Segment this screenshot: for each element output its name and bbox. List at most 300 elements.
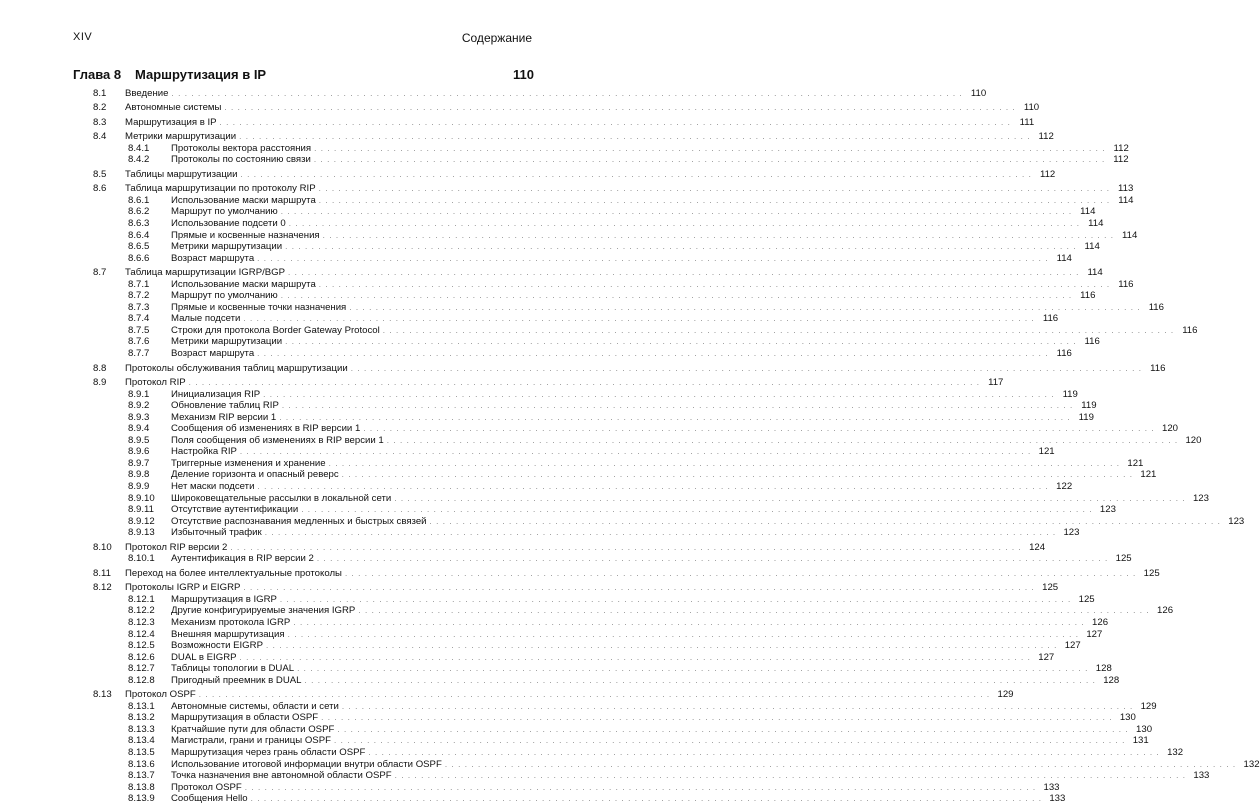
toc-entry-title: Механизм RIP версии 1 <box>171 412 279 424</box>
dot-leader: ........................................................................................................................ <box>239 652 1035 662</box>
dot-leader: ........................................................................................................................ <box>368 748 1164 758</box>
toc-entry-number: 8.9.3 <box>128 411 150 423</box>
toc-entry-number: 8.9.2 <box>128 400 150 412</box>
toc-entry-title: Протоколы IGRP и EIGRP <box>125 582 243 594</box>
dot-leader: ........................................................................................................................ <box>304 675 1100 685</box>
dot-leader: ........................................................................................................................ <box>280 207 1076 217</box>
toc-entry-title: Метрики маршрутизации <box>125 131 239 143</box>
toc-entry <box>0 481 1073 493</box>
toc-entry-number: 8.7.5 <box>128 324 150 336</box>
dot-leader: ........................................................................................................................ <box>279 412 1074 422</box>
dot-leader: ........................................................................................................................ <box>279 594 1075 604</box>
toc-entry-title: Таблица маршрутизации IGRP/BGP <box>125 267 288 279</box>
dot-leader: ........................................................................................................................ <box>382 325 1178 335</box>
toc-entry-page: 117 <box>983 377 1003 389</box>
toc-entry-number: 8.13.3 <box>128 723 155 735</box>
toc-entry-title: Прямые и косвенные назначения <box>171 230 323 242</box>
toc-entry-number: 8.3 <box>93 116 107 128</box>
toc-entry-title: Использование итоговой информации внутри области OSPF <box>171 759 445 771</box>
toc-entry-title-line <box>171 605 1174 617</box>
toc-entry-page: 116 <box>1075 290 1095 302</box>
toc-entry-page: 119 <box>1077 400 1097 412</box>
toc-entry-page: 125 <box>1038 582 1058 594</box>
toc-entry <box>0 735 1149 747</box>
toc-entry-page: 114 <box>1083 218 1103 230</box>
toc-entry-number: 8.7.6 <box>128 336 150 348</box>
toc-entry-title: Магистрали, грани и границы OSPF <box>171 735 334 747</box>
chapter-label: Глава 8 <box>73 67 122 82</box>
toc-entry-page: 112 <box>1035 169 1055 181</box>
toc-entry-number: 8.12.4 <box>128 628 155 640</box>
toc-entry-page: 116 <box>1080 336 1100 348</box>
toc-entry-number: 8.6 <box>93 183 107 195</box>
toc-entry-title-line <box>171 347 1072 360</box>
toc-entry-title: Аутентификация в RIP версии 2 <box>171 553 317 565</box>
dot-leader: ........................................................................................................................ <box>318 184 1114 194</box>
toc-entry-title-line <box>125 168 1056 181</box>
toc-entry-title-line <box>171 723 1153 736</box>
toc-entry-page: 119 <box>1058 389 1078 401</box>
toc-entry-number: 8.13.7 <box>128 770 155 782</box>
toc-entry-number: 8.13.9 <box>128 793 155 805</box>
toc-entry-title-line <box>171 481 1073 493</box>
toc-entry-number: 8.11 <box>93 567 111 579</box>
toc-entry-number: 8.9 <box>93 377 107 389</box>
toc-entry-page: 116 <box>1177 325 1197 337</box>
dot-leader: ........................................................................................................................ <box>239 132 1034 142</box>
toc-entry-title-line <box>171 758 1260 771</box>
toc-entry-title: Строки для протокола Border Gateway Protocol <box>171 325 383 337</box>
dot-leader: ........................................................................................................................ <box>239 447 1035 457</box>
chapter-title: Маршрутизация в IP <box>135 67 267 82</box>
toc-entry-page: 116 <box>1145 363 1165 375</box>
toc-entry-title-line <box>125 541 1046 554</box>
toc-entry-number: 8.13.4 <box>128 735 155 747</box>
dot-leader: ........................................................................................................................ <box>333 736 1129 746</box>
toc-entry-page: 127 <box>1061 640 1081 652</box>
toc-entry-page: 120 <box>1158 423 1178 435</box>
toc-entry-page: 114 <box>1117 230 1137 242</box>
toc-entry-title: Введение <box>125 88 171 100</box>
dot-leader: ........................................................................................................................ <box>243 583 1039 593</box>
dot-leader: ........................................................................................................................ <box>314 143 1109 153</box>
toc-entry-number: 8.13.2 <box>128 712 155 724</box>
toc-entry-page: 126 <box>1088 617 1108 629</box>
toc-entry <box>0 758 1260 771</box>
toc-entry-title: Маршрутизация через грань области OSPF <box>171 747 368 759</box>
toc-entry-title: Протокол RIP версии 2 <box>125 542 230 554</box>
toc-entry-title-line <box>171 457 1144 470</box>
dot-leader: ........................................................................................................................ <box>318 195 1114 205</box>
toc-entry-title-line <box>171 278 1134 291</box>
toc-entry-title: Прямые и косвенные точки назначения <box>171 302 349 314</box>
toc-entry-title: Протокол OSPF <box>171 782 245 794</box>
toc-entry-number: 8.7 <box>93 267 107 279</box>
toc-entry-title: Метрики маршрутизации <box>171 241 285 253</box>
toc-entry <box>0 252 1072 265</box>
toc-entry-number: 8.12.3 <box>128 617 155 629</box>
toc-list <box>0 87 1260 805</box>
toc-entry-title: Метрики маршрутизации <box>171 336 285 348</box>
toc-entry-number: 8.12 <box>93 582 112 594</box>
toc-entry-title-line <box>171 411 1094 424</box>
toc-entry <box>0 663 1112 675</box>
toc-entry-number: 8.8 <box>93 362 107 374</box>
dot-leader: ........................................................................................................................ <box>444 759 1240 769</box>
toc-entry <box>0 700 1157 713</box>
toc-entry-page: 130 <box>1132 724 1152 736</box>
toc-entry-title-line <box>125 183 1134 195</box>
toc-entry-number: 8.9.4 <box>128 423 150 435</box>
toc-entry-title: Автономные системы, области и сети <box>171 701 342 713</box>
toc-entry-title-line <box>171 492 1209 505</box>
dot-leader: ........................................................................................................................ <box>188 378 984 388</box>
toc-entry-number: 8.7.7 <box>128 347 150 359</box>
toc-entry <box>0 102 1040 114</box>
toc-entry-title-line <box>171 593 1095 606</box>
toc-entry-title: Маршрут по умолчанию <box>171 290 281 302</box>
toc-entry-number: 8.13.1 <box>128 700 155 712</box>
toc-entry <box>0 617 1109 629</box>
toc-entry-title-line <box>171 446 1055 458</box>
dot-leader: ........................................................................................................................ <box>297 664 1092 674</box>
toc-entry <box>0 377 1004 389</box>
toc-entry <box>0 336 1100 348</box>
dot-leader: ........................................................................................................................ <box>318 279 1114 289</box>
dot-leader: ........................................................................................................................ <box>313 155 1109 165</box>
toc-entry-title-line <box>171 194 1134 207</box>
toc-entry-number: 8.12.1 <box>128 593 155 605</box>
toc-entry-number: 8.9.5 <box>128 434 150 446</box>
toc-entry-title-line <box>171 400 1097 412</box>
toc-entry-page: 116 <box>1144 302 1164 314</box>
toc-entry-number: 8.9.8 <box>128 469 150 481</box>
toc-entry-title-line <box>125 362 1166 375</box>
toc-entry-title-line <box>171 663 1112 675</box>
toc-entry-page: 123 <box>1096 504 1116 516</box>
toc-entry-title: Таблицы топологии в DUAL <box>171 663 297 675</box>
dot-leader: ........................................................................................................................ <box>394 771 1190 781</box>
toc-entry-title-line <box>171 469 1157 481</box>
toc-entry <box>0 194 1134 207</box>
toc-entry <box>0 593 1095 606</box>
toc-entry-title: Маршрут по умолчанию <box>171 206 281 218</box>
chapter-heading <box>73 67 534 85</box>
toc-entry-page: 112 <box>1109 143 1129 155</box>
toc-entry-title-line <box>171 700 1157 713</box>
toc-entry-number: 8.7.3 <box>128 301 150 313</box>
toc-entry-title-line <box>171 674 1120 687</box>
toc-entry-title-line <box>171 434 1202 447</box>
toc-entry <box>0 362 1166 375</box>
toc-entry-title-line <box>125 567 1160 580</box>
toc-entry-page: 125 <box>1112 553 1132 565</box>
toc-entry-page: 112 <box>1034 131 1054 143</box>
toc-entry-title-line <box>171 290 1096 302</box>
toc-entry-title: Возможности EIGRP <box>171 640 266 652</box>
toc-entry-page: 125 <box>1075 594 1095 606</box>
toc-entry <box>0 515 1245 528</box>
toc-entry-title: Широковещательные рассылки в локальной сети <box>171 493 394 505</box>
toc-entry <box>0 267 1103 279</box>
dot-leader: ........................................................................................................................ <box>171 88 967 98</box>
toc-entry <box>0 347 1072 360</box>
toc-entry-number: 8.12.8 <box>128 674 155 686</box>
toc-entry-title: Инициализация RIP <box>171 389 263 401</box>
toc-entry-number: 8.1 <box>93 87 107 99</box>
page-header <box>73 31 532 47</box>
toc-entry-title-line <box>171 313 1059 325</box>
toc-entry-page: 110 <box>1019 102 1039 114</box>
toc-entry-number: 8.9.13 <box>128 527 155 539</box>
toc-entry-page: 121 <box>1123 458 1143 470</box>
toc-entry <box>0 313 1059 325</box>
dot-leader: ........................................................................................................................ <box>257 348 1052 358</box>
toc-entry-title: Протокол OSPF <box>125 689 199 701</box>
toc-entry-title-line <box>171 793 1066 805</box>
toc-entry <box>0 388 1078 401</box>
toc-entry-page: 123 <box>1224 516 1244 528</box>
toc-entry <box>0 446 1055 458</box>
toc-entry-page: 116 <box>1114 279 1134 291</box>
toc-entry-title: Триггерные изменения и хранение <box>171 458 329 470</box>
toc-entry-number: 8.12.7 <box>128 663 155 675</box>
dot-leader: ........................................................................................................................ <box>429 516 1225 526</box>
toc-entry-title: Использование подсети 0 <box>171 218 289 230</box>
toc-entry <box>0 154 1129 166</box>
toc-entry-number: 8.9.12 <box>128 515 155 527</box>
toc-entry-title-line <box>125 377 1004 389</box>
toc-entry-title-line <box>171 747 1184 759</box>
toc-entry-title-line <box>171 217 1104 230</box>
toc-entry <box>0 567 1160 580</box>
toc-entry-number: 8.6.3 <box>128 217 150 229</box>
toc-entry <box>0 651 1055 664</box>
dot-leader: ........................................................................................................................ <box>265 641 1061 651</box>
toc-entry-title-line <box>125 102 1040 114</box>
toc-entry-number: 8.9.1 <box>128 388 150 400</box>
toc-entry-title: Использование маски маршрута <box>171 195 319 207</box>
toc-entry-title: Кратчайшие пути для области OSPF <box>171 724 337 736</box>
toc-entry-title-line <box>125 267 1103 279</box>
toc-entry-title-line <box>171 735 1149 747</box>
toc-entry-page: 126 <box>1153 605 1173 617</box>
toc-entry-title-line <box>171 651 1055 664</box>
toc-entry-number: 8.13.5 <box>128 747 155 759</box>
toc-entry-title: Маршрутизация в IP <box>125 117 220 129</box>
toc-entry-page: 114 <box>1075 206 1095 218</box>
toc-entry-title-line <box>171 423 1179 435</box>
toc-entry-page: 129 <box>1137 701 1157 713</box>
dot-leader: ........................................................................................................................ <box>328 458 1124 468</box>
toc-entry-page: 114 <box>1080 241 1100 253</box>
toc-entry <box>0 131 1054 143</box>
toc-entry-title: Протоколы по состоянию связи <box>171 154 314 166</box>
dot-leader: ........................................................................................................................ <box>349 302 1144 312</box>
dot-leader: ........................................................................................................................ <box>322 230 1118 240</box>
toc-entry-number: 8.6.4 <box>128 229 150 241</box>
dot-leader: ........................................................................................................................ <box>230 542 1026 552</box>
dot-leader: ........................................................................................................................ <box>341 470 1137 480</box>
toc-entry-title-line <box>171 324 1198 337</box>
toc-entry-title: Избыточный трафик <box>171 527 265 539</box>
toc-entry-number: 8.6.5 <box>128 241 150 253</box>
toc-entry-number: 8.10 <box>93 541 112 553</box>
toc-entry-title: Возраст маршрута <box>171 348 257 360</box>
toc-entry <box>0 217 1104 230</box>
dot-leader: ........................................................................................................................ <box>337 724 1133 734</box>
toc-entry-title-line <box>125 116 1035 129</box>
toc-entry-page: 110 <box>966 88 986 100</box>
toc-entry-title-line <box>171 527 1080 539</box>
toc-entry-title: Внешняя маршрутизация <box>171 629 288 641</box>
toc-entry-number: 8.12.5 <box>128 640 155 652</box>
toc-entry-title: Отсутствие распознавания медленных и быстрых связей <box>171 516 430 528</box>
toc-entry <box>0 628 1103 641</box>
toc-entry-page: 114 <box>1114 195 1134 207</box>
dot-leader: ........................................................................................................................ <box>301 505 1096 515</box>
toc-entry-title: Возраст маршрута <box>171 253 257 265</box>
dot-leader: ........................................................................................................................ <box>244 782 1040 792</box>
toc-entry-page: 130 <box>1116 712 1136 724</box>
toc-entry-page: 128 <box>1099 675 1119 687</box>
toc-entry-title-line <box>171 206 1096 218</box>
toc-entry-page: 121 <box>1136 469 1156 481</box>
toc-entry-title: Точка назначения вне автономной области OSPF <box>171 770 395 782</box>
toc-entry-page: 120 <box>1181 435 1201 447</box>
toc-entry-title: Отсутствие аутентификации <box>171 504 301 516</box>
toc-entry <box>0 553 1132 565</box>
toc-entry-title-line <box>125 689 1014 701</box>
toc-entry-page: 131 <box>1129 735 1149 747</box>
toc-entry-title-line <box>171 770 1210 782</box>
toc-entry-title-line <box>171 229 1138 242</box>
toc-entry-title: Протоколы обслуживания таблиц маршрутизации <box>125 363 351 375</box>
toc-entry <box>0 229 1138 242</box>
toc-entry-page: 132 <box>1163 747 1183 759</box>
toc-entry-page: 114 <box>1083 267 1103 279</box>
toc-entry-title: Обновление таблиц RIP <box>171 400 282 412</box>
chapter-page: 110 <box>513 67 534 82</box>
dot-leader: ........................................................................................................................ <box>281 401 1077 411</box>
toc-entry <box>0 504 1116 516</box>
toc-entry-title-line <box>171 252 1072 265</box>
toc-entry-page: 123 <box>1189 493 1209 505</box>
toc-entry-title: Механизм протокола IGRP <box>171 617 293 629</box>
toc-entry <box>0 434 1202 447</box>
toc-entry-number: 8.9.11 <box>128 504 154 516</box>
toc-entry <box>0 457 1144 470</box>
toc-entry <box>0 640 1081 652</box>
running-title: Содержание <box>461 31 532 45</box>
toc-entry <box>0 278 1134 291</box>
dot-leader: ........................................................................................................................ <box>341 701 1137 711</box>
dot-leader: ........................................................................................................................ <box>363 424 1159 434</box>
toc-entry-page: 123 <box>1059 527 1079 539</box>
dot-leader: ........................................................................................................................ <box>285 337 1080 347</box>
toc-entry-page: 128 <box>1092 663 1112 675</box>
toc-entry <box>0 183 1134 195</box>
toc-entry-number: 8.5 <box>93 168 107 180</box>
toc-entry-title: Сообщения Hello <box>171 793 251 805</box>
toc-entry-page: 114 <box>1052 253 1072 265</box>
toc-entry-page: 122 <box>1052 481 1072 493</box>
toc-entry-title-line <box>171 154 1129 166</box>
toc-entry-number: 8.13 <box>93 689 112 701</box>
toc-entry-title: Малые подсети <box>171 313 243 325</box>
toc-entry-title-line <box>171 553 1132 565</box>
toc-entry-title: Протоколы вектора расстояния <box>171 143 314 155</box>
toc-entry-title: Использование маски маршрута <box>171 279 319 291</box>
toc-entry-title: Таблицы маршрутизации <box>125 169 241 181</box>
dot-leader: ........................................................................................................................ <box>288 268 1083 278</box>
toc-entry <box>0 781 1060 794</box>
toc-entry-number: 8.7.1 <box>128 278 150 290</box>
toc-entry-title: Нет маски подсети <box>171 481 257 493</box>
toc-entry-number: 8.6.1 <box>128 194 150 206</box>
toc-entry-number: 8.12.6 <box>128 651 155 663</box>
toc-entry-page: 113 <box>1113 183 1133 195</box>
toc-entry-page: 133 <box>1045 793 1065 805</box>
toc-entry <box>0 723 1153 736</box>
toc-entry-title: Поля сообщения об изменениях в RIP версии 1 <box>171 435 387 447</box>
toc-entry <box>0 411 1094 424</box>
toc-entry-number: 8.4 <box>93 131 107 143</box>
toc-entry-title-line <box>125 131 1054 143</box>
toc-entry <box>0 87 987 100</box>
dot-leader: ........................................................................................................................ <box>243 314 1039 324</box>
toc-entry <box>0 423 1179 435</box>
dot-leader: ........................................................................................................................ <box>386 435 1182 445</box>
toc-entry-title-line <box>171 142 1129 155</box>
toc-entry-title: Другие конфигурируемые значения IGRP <box>171 605 358 617</box>
toc-entry <box>0 689 1014 701</box>
dot-leader: ........................................................................................................................ <box>287 629 1083 639</box>
toc-entry-title: Протокол RIP <box>125 377 189 389</box>
toc-entry-title-line <box>171 617 1109 629</box>
toc-entry <box>0 290 1096 302</box>
toc-entry-title-line <box>171 301 1164 314</box>
toc-entry-title-line <box>171 712 1136 724</box>
toc-entry <box>0 527 1080 539</box>
toc-entry-number: 8.7.4 <box>128 313 150 325</box>
toc-entry-page: 127 <box>1082 629 1102 641</box>
toc-entry-number: 8.6.2 <box>128 206 150 218</box>
toc-entry <box>0 241 1100 253</box>
toc-entry <box>0 541 1046 554</box>
dot-leader: ........................................................................................................................ <box>224 103 1020 113</box>
toc-entry-page: 124 <box>1025 542 1045 554</box>
toc-entry-number: 8.7.2 <box>128 290 150 302</box>
toc-entry-title-line <box>125 582 1059 594</box>
toc-entry-page: 121 <box>1035 446 1055 458</box>
dot-leader: ........................................................................................................................ <box>358 606 1154 616</box>
dot-leader: ........................................................................................................................ <box>250 794 1046 804</box>
toc-entry-title-line <box>171 628 1103 641</box>
toc-entry-title-line <box>171 504 1116 516</box>
dot-leader: ........................................................................................................................ <box>394 493 1189 503</box>
toc-entry-page: 116 <box>1038 313 1058 325</box>
toc-entry-title: Настройка RIP <box>171 446 240 458</box>
dot-leader: ........................................................................................................................ <box>257 482 1053 491</box>
toc-entry-title-line <box>171 336 1100 348</box>
dot-leader: ........................................................................................................................ <box>240 169 1036 179</box>
toc-entry-title: Таблица маршрутизации по протоколу RIP <box>125 183 319 195</box>
toc-entry-number: 8.9.7 <box>128 457 150 469</box>
dot-leader: ........................................................................................................................ <box>321 713 1116 723</box>
toc-entry-title: DUAL в EIGRP <box>171 652 240 664</box>
toc-entry-page: 116 <box>1052 348 1072 360</box>
